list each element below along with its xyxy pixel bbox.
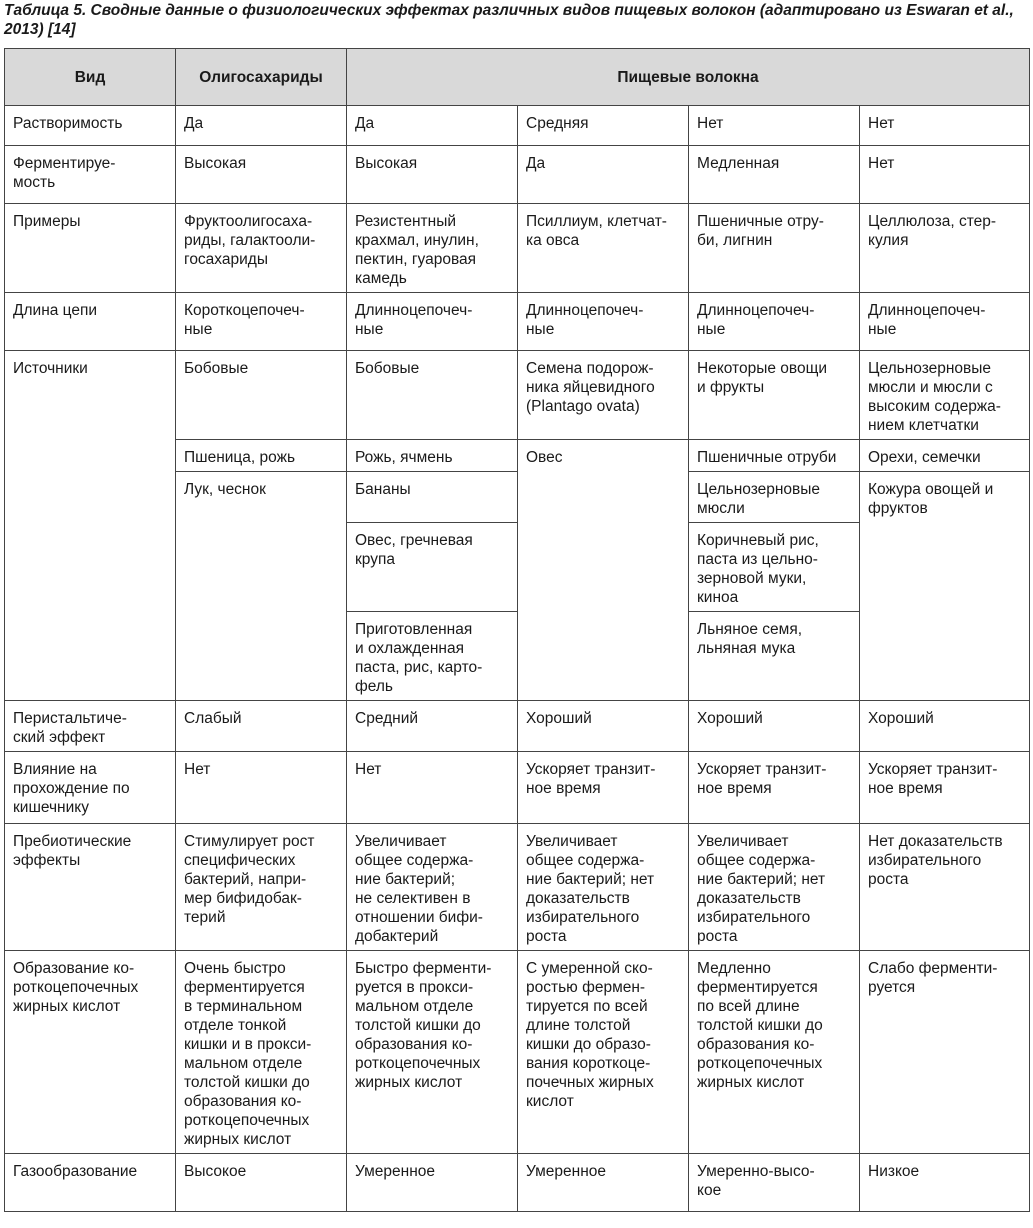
table-row bbox=[5, 106, 1030, 146]
table-cell: Пшеница, рожь bbox=[176, 440, 347, 472]
table-cell: Медленно ферментируется по всей длине толстой кишки до образования ко- роткоцепочечных жирных кислот bbox=[689, 951, 860, 1154]
table-row bbox=[5, 1154, 1030, 1212]
table-cell: Некоторые овощи и фрукты bbox=[689, 351, 860, 440]
table-cell: Приготовленная и охлажденная паста, рис, карто- фель bbox=[347, 612, 518, 701]
row-label: Пребиотические эффекты bbox=[5, 824, 176, 951]
table-cell: Умеренное bbox=[518, 1154, 689, 1212]
table-cell: Стимулирует рост специфических бактерий, напри- мер бифидобак- терий bbox=[176, 824, 347, 951]
table-cell: Фруктоолигосаха- риды, галактооли- госахариды bbox=[176, 204, 347, 293]
table-cell: Хороший bbox=[860, 701, 1030, 752]
table-cell: Пшеничные отру- би, лигнин bbox=[689, 204, 860, 293]
table-cell: Ускоряет транзит- ное время bbox=[689, 752, 860, 824]
table-cell: Льняное семя, льняная мука bbox=[689, 612, 860, 701]
table-cell: Хороший bbox=[689, 701, 860, 752]
table-cell: Длинноцепочеч- ные bbox=[518, 293, 689, 351]
row-label: Примеры bbox=[5, 204, 176, 293]
table-cell: Нет bbox=[176, 752, 347, 824]
table-cell: Умеренное bbox=[347, 1154, 518, 1212]
fiber-effects-table bbox=[4, 48, 1030, 1212]
table-cell: Нет bbox=[860, 106, 1030, 146]
table-cell: Увеличивает общее содержа- ние бактерий; не селективен в отношении бифи- добактерий bbox=[347, 824, 518, 951]
table-cell: Хороший bbox=[518, 701, 689, 752]
table-cell: Высокое bbox=[176, 1154, 347, 1212]
table-cell: Бананы bbox=[347, 472, 518, 523]
table-cell: Слабый bbox=[176, 701, 347, 752]
table-cell: Низкое bbox=[860, 1154, 1030, 1212]
table-cell: Целлюлоза, стер- кулия bbox=[860, 204, 1030, 293]
table-cell: Резистентный крахмал, инулин, пектин, гуаровая камедь bbox=[347, 204, 518, 293]
table-row bbox=[5, 204, 1030, 293]
table-cell: Увеличивает общее содержа- ние бактерий; нет доказательств избирательного роста bbox=[689, 824, 860, 951]
table-row bbox=[5, 293, 1030, 351]
table-cell: Овес, гречневая крупа bbox=[347, 523, 518, 612]
table-cell: Да bbox=[347, 106, 518, 146]
table-cell: Ускоряет транзит- ное время bbox=[860, 752, 1030, 824]
header-dietary-fibers: Пищевые волокна bbox=[347, 49, 1030, 106]
table-cell: Ускоряет транзит- ное время bbox=[518, 752, 689, 824]
table-cell: Нет bbox=[347, 752, 518, 824]
row-label: Растворимость bbox=[5, 106, 176, 146]
table-cell: Длинноцепочеч- ные bbox=[689, 293, 860, 351]
row-label: Влияние на прохождение по кишечнику bbox=[5, 752, 176, 824]
table-cell: Пшеничные отруби bbox=[689, 440, 860, 472]
row-label: Перистальтиче- ский эффект bbox=[5, 701, 176, 752]
header-vid: Вид bbox=[5, 49, 176, 106]
table-row bbox=[5, 951, 1030, 1154]
table-cell: Медленная bbox=[689, 146, 860, 204]
table-cell: Нет bbox=[689, 106, 860, 146]
table-cell: Орехи, семечки bbox=[860, 440, 1030, 472]
table-cell: Да bbox=[176, 106, 347, 146]
table-cell: Высокая bbox=[176, 146, 347, 204]
table-cell: Семена подорож- ника яйцевидного (Plantago ovata) bbox=[518, 351, 689, 440]
table-cell: Бобовые bbox=[347, 351, 518, 440]
table-cell: Средний bbox=[347, 701, 518, 752]
table-cell: Длинноцепочеч- ные bbox=[860, 293, 1030, 351]
table-cell: Цельнозерновые мюсли и мюсли с высоким содержа- нием клетчатки bbox=[860, 351, 1030, 440]
table-cell: Овес bbox=[518, 440, 689, 701]
table-cell: Высокая bbox=[347, 146, 518, 204]
table-cell: Слабо ферменти- руется bbox=[860, 951, 1030, 1154]
table-cell: Средняя bbox=[518, 106, 689, 146]
table-cell: Рожь, ячмень bbox=[347, 440, 518, 472]
header-oligosaccharides: Олигосахариды bbox=[176, 49, 347, 106]
table-cell: Нет доказательств избирательного роста bbox=[860, 824, 1030, 951]
row-label: Источники bbox=[5, 351, 176, 701]
table-cell: Увеличивает общее содержа- ние бактерий; нет доказательств избирательного роста bbox=[518, 824, 689, 951]
row-label: Длина цепи bbox=[5, 293, 176, 351]
table-cell: Кожура овощей и фруктов bbox=[860, 472, 1030, 701]
table-row bbox=[5, 146, 1030, 204]
row-label: Образование ко- роткоцепочечных жирных кислот bbox=[5, 951, 176, 1154]
table-cell: Да bbox=[518, 146, 689, 204]
table-cell: Быстро ферменти- руется в прокси- мальном отделе толстой кишки до образования ко- роткоцепочечных жирных кислот bbox=[347, 951, 518, 1154]
table-cell: Умеренно-высо- кое bbox=[689, 1154, 860, 1212]
table-caption: Таблица 5. Сводные данные о физиологических эффектах различных видов пищевых волокон (адаптировано из Eswaran et al., 2013) [14] bbox=[4, 2, 1014, 38]
table-cell: Псиллиум, клетчат- ка овса bbox=[518, 204, 689, 293]
table-cell: Коричневый рис, паста из цельно- зерновой муки, киноа bbox=[689, 523, 860, 612]
table-cell: Нет bbox=[860, 146, 1030, 204]
table-row bbox=[5, 752, 1030, 824]
table-row bbox=[5, 701, 1030, 752]
table-cell: Короткоцепочеч- ные bbox=[176, 293, 347, 351]
table-cell: С умеренной ско- ростью фермен- тируется по всей длине толстой кишки до образо- вания короткоце- почечных жирных кислот bbox=[518, 951, 689, 1154]
table-cell: Очень быстро ферментируется в терминальном отделе тонкой кишки и в прокси- мальном отделе толстой кишки до образования ко- роткоцепочечных жирных кислот bbox=[176, 951, 347, 1154]
table-cell: Лук, чеснок bbox=[176, 472, 347, 701]
table-cell: Длинноцепочеч- ные bbox=[347, 293, 518, 351]
table-row bbox=[5, 824, 1030, 951]
table-row bbox=[5, 351, 1030, 440]
row-label: Ферментируе- мость bbox=[5, 146, 176, 204]
row-label: Газообразование bbox=[5, 1154, 176, 1212]
header-row bbox=[5, 49, 1030, 106]
table-cell: Цельнозерновые мюсли bbox=[689, 472, 860, 523]
table-cell: Бобовые bbox=[176, 351, 347, 440]
